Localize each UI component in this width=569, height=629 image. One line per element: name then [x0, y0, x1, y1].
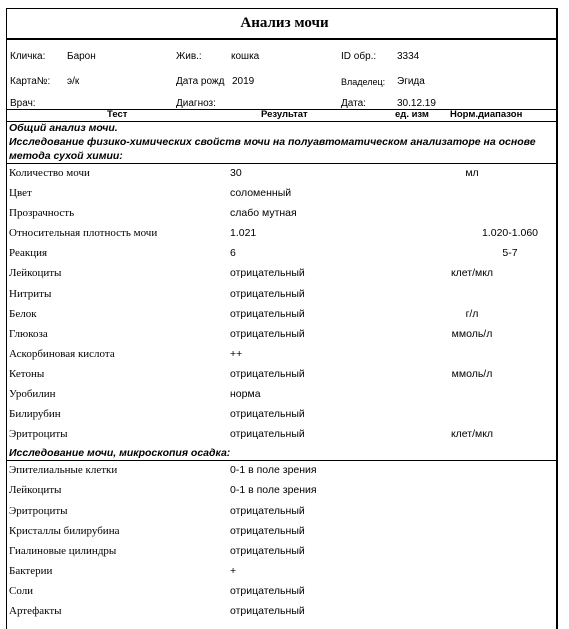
owner-label: Владелец:: [341, 77, 386, 87]
table-row: [7, 481, 556, 501]
result-value: слабо мутная: [230, 207, 297, 220]
card-label: Карта№:: [10, 76, 51, 87]
table-row: [7, 365, 556, 385]
test-name: Кетоны: [9, 367, 45, 380]
card-value: э/к: [67, 76, 80, 87]
doctor-label: Врач:: [10, 98, 36, 109]
result-value: норма: [230, 388, 261, 401]
table-row: [7, 502, 556, 522]
table-row: [7, 244, 556, 264]
result-value: отрицательный: [230, 584, 305, 597]
unit-value: ммоль/л: [451, 327, 493, 340]
test-name: Эритроциты: [9, 504, 68, 517]
test-name: Кристаллы билирубина: [9, 524, 120, 537]
result-value: отрицательный: [230, 307, 305, 320]
test-name: Прозрачность: [9, 207, 75, 220]
species-label: Жив.:: [176, 51, 202, 62]
unit-value: клет/мкл: [450, 428, 494, 441]
table-row: [7, 522, 556, 542]
result-value: 0-1 в поле зрения: [230, 464, 317, 477]
table-row: [7, 204, 556, 224]
nickname-label: Кличка:: [10, 51, 46, 62]
table-row: [7, 562, 556, 582]
result-value: отрицательный: [230, 267, 305, 280]
unit-value: клет/мкл: [450, 267, 494, 280]
test-name: Гиалиновые цилиндры: [9, 544, 117, 557]
test-name: Лейкоциты: [9, 267, 62, 280]
result-value: отрицательный: [230, 428, 305, 441]
result-value: отрицательный: [230, 287, 305, 300]
result-value: 6: [230, 247, 236, 260]
result-value: отрицательный: [230, 408, 305, 421]
chem-results-table: [7, 164, 556, 445]
table-row: [7, 325, 556, 345]
birth-value: 2019: [232, 76, 255, 87]
result-value: соломенный: [230, 187, 292, 200]
result-value: 1.021: [230, 227, 257, 240]
patient-info: [7, 40, 556, 109]
date-label: Дата:: [341, 98, 366, 109]
result-value: +: [230, 564, 237, 577]
test-name: Цвет: [9, 187, 32, 200]
section-micro: Исследование мочи, микроскопия осадка:: [7, 446, 556, 461]
table-row: [7, 582, 556, 602]
norm-range: 5-7: [502, 247, 518, 260]
sample-id-label: ID обр.:: [341, 51, 377, 62]
report-title-row: [7, 9, 556, 40]
nickname-value: Барон: [67, 51, 96, 62]
table-row: [7, 164, 556, 184]
table-row: [7, 224, 556, 244]
table-row: [7, 602, 556, 622]
test-name: Соли: [9, 584, 34, 597]
result-value: отрицательный: [230, 524, 305, 537]
test-name: Белок: [9, 307, 37, 320]
birth-label: Дата рожд: [176, 76, 225, 87]
test-name: Бактерии: [9, 564, 53, 577]
sample-id-value: 3334: [397, 51, 420, 62]
result-value: 0-1 в поле зрения: [230, 484, 317, 497]
result-value: 30: [230, 167, 242, 179]
section-general: Общий анализ мочи.: [9, 122, 118, 134]
column-header-result: Результат: [261, 109, 308, 120]
table-row: [7, 345, 556, 365]
species-value: кошка: [231, 51, 260, 62]
table-row: [7, 461, 556, 481]
column-header-unit: ед. изм: [395, 109, 429, 120]
test-name: Билирубин: [9, 408, 61, 421]
test-name: Лейкоциты: [9, 484, 62, 497]
test-name: Эритроциты: [9, 428, 68, 441]
result-value: ++: [230, 347, 243, 360]
column-header-row: [7, 109, 556, 122]
diagnosis-label: Диагноз:: [176, 98, 216, 109]
unit-value: ммоль/л: [451, 367, 493, 380]
test-name: Реакция: [9, 247, 48, 260]
test-name: Аскорбиновая кислота: [9, 347, 115, 360]
result-value: отрицательный: [230, 604, 305, 617]
test-name: Артефакты: [9, 604, 62, 617]
table-row: [7, 184, 556, 204]
test-name: Относительная плотность мочи: [9, 227, 158, 240]
column-header-norm: Норм.диапазон: [450, 109, 523, 120]
table-row: [7, 264, 556, 284]
test-name: Количество мочи: [9, 167, 90, 179]
test-name: Глюкоза: [9, 327, 48, 340]
test-name: Эпителиальные клетки: [9, 464, 118, 477]
table-row: [7, 405, 556, 425]
micro-results-table: [7, 461, 556, 622]
table-row: [7, 285, 556, 305]
result-value: отрицательный: [230, 327, 305, 340]
urinalysis-report: [6, 8, 557, 629]
test-name: Нитриты: [9, 287, 52, 300]
section-chem: Исследование физико-химических свойств мочи на полуавтоматическом анализаторе на основе метода сухой химии:: [7, 135, 556, 164]
table-row: [7, 542, 556, 562]
table-row: [7, 425, 556, 445]
table-row: [7, 305, 556, 325]
test-name: Уробилин: [9, 388, 56, 401]
column-header-test: Тест: [107, 109, 128, 120]
page-right-rule: [557, 8, 558, 629]
norm-range: 1.020-1.060: [481, 227, 539, 240]
result-value: отрицательный: [230, 367, 305, 380]
report-title: Анализ мочи: [240, 15, 329, 31]
owner-value: Эгида: [397, 76, 425, 87]
result-value: отрицательный: [230, 544, 305, 557]
table-row: [7, 385, 556, 405]
unit-value: мл: [465, 167, 479, 179]
date-value: 30.12.19: [397, 98, 436, 109]
unit-value: г/л: [465, 307, 479, 320]
result-value: отрицательный: [230, 504, 305, 517]
